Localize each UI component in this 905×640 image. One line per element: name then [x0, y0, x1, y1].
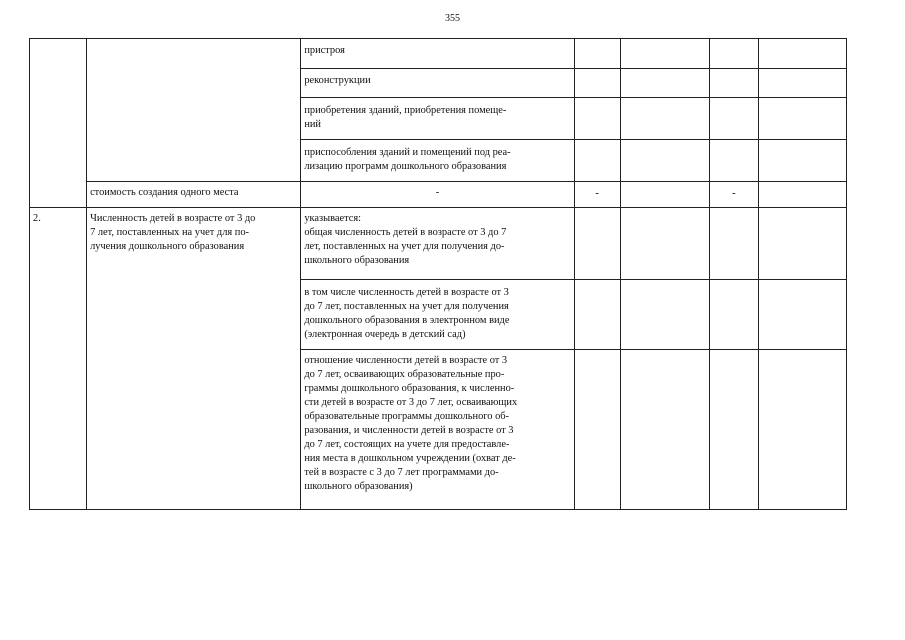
text-line: лет, поставленных на учет для получения до- — [304, 241, 505, 252]
text-line: до 7 лет, осваивающих образовательные про- — [304, 369, 505, 380]
text-line: приспособления зданий и помещений под реа- — [304, 147, 511, 158]
text-line: общая численность детей в возрасте от 3 до 7 — [304, 227, 507, 238]
text-line: приобретения зданий, приобретения помеще- — [304, 105, 507, 116]
value-cell — [709, 182, 758, 208]
method-text — [304, 74, 570, 88]
value-cell — [574, 69, 620, 98]
method-text — [304, 104, 570, 132]
method-text — [304, 212, 570, 268]
page-number: 355 — [445, 13, 460, 24]
value-cell — [620, 39, 709, 69]
value-cell — [620, 98, 709, 140]
method-cell — [301, 182, 574, 208]
text-line: образовательные программы дошкольного об- — [304, 411, 510, 422]
value-cell — [574, 98, 620, 140]
value-cell — [709, 69, 758, 98]
method-cell — [301, 350, 574, 510]
text-line: ния места в дошкольном учреждении (охват де- — [304, 453, 516, 464]
value-cell — [620, 69, 709, 98]
method-text — [304, 146, 570, 174]
value-cell — [758, 39, 846, 69]
indicator-cell — [87, 208, 301, 510]
text-line: школьного образования) — [304, 481, 413, 492]
method-text — [304, 354, 570, 494]
value-cell — [574, 350, 620, 510]
text-line: школьного образования — [304, 255, 410, 266]
table-row — [30, 182, 847, 208]
method-cell — [301, 208, 574, 280]
table-row — [30, 39, 847, 69]
method-cell — [301, 69, 574, 98]
value-cell — [574, 208, 620, 280]
method-cell — [301, 98, 574, 140]
text-line: сти детей в возрасте от 3 до 7 лет, осваивающих — [304, 397, 518, 408]
value-cell — [709, 208, 758, 280]
table-row — [30, 208, 847, 280]
indicator-cell — [87, 39, 301, 182]
method-text — [304, 44, 570, 58]
value-cell — [709, 98, 758, 140]
value-cell — [574, 280, 620, 350]
text-line: указывается: — [304, 213, 362, 224]
value-cell — [709, 39, 758, 69]
text-line: разования, и численности детей в возрасте от 3 — [304, 425, 514, 436]
row-number: 2. — [33, 213, 41, 224]
value-cell — [758, 350, 846, 510]
text-line: до 7 лет, состоящих на учете для предоставле- — [304, 439, 510, 450]
row-number-cell — [30, 208, 87, 510]
value-cell — [620, 140, 709, 182]
value-cell — [758, 208, 846, 280]
value-cell — [574, 39, 620, 69]
value-cell — [620, 208, 709, 280]
indicator-text — [90, 212, 297, 254]
text-line: реконструкции — [304, 75, 371, 86]
text-line: Численность детей в возрасте от 3 до — [90, 213, 256, 224]
value-cell — [620, 280, 709, 350]
text-line: отношение численности детей в возрасте от 3 — [304, 355, 508, 366]
value-cell — [758, 98, 846, 140]
text-line: лучения дошкольного образования — [90, 241, 245, 252]
cost-value: - — [732, 188, 736, 199]
text-line: граммы дошкольного образования, к численно- — [304, 383, 515, 394]
value-cell — [709, 140, 758, 182]
value-cell — [758, 140, 846, 182]
row-number-cell — [30, 39, 87, 208]
value-cell — [758, 182, 846, 208]
method-cell — [301, 140, 574, 182]
value-cell — [709, 350, 758, 510]
method-cell — [301, 39, 574, 69]
value-cell — [620, 182, 709, 208]
method-cell — [301, 280, 574, 350]
text-line: ний — [304, 119, 321, 130]
indicator-table — [29, 38, 847, 510]
cost-label-cell — [87, 182, 301, 208]
text-line: в том числе численность детей в возрасте от 3 — [304, 287, 509, 298]
text-line: (электронная очередь в детский сад) — [304, 329, 466, 340]
value-cell — [758, 280, 846, 350]
text-line: 7 лет, поставленных на учет для по- — [90, 227, 249, 238]
cost-label: стоимость создания одного места — [90, 187, 239, 198]
value-cell — [574, 182, 620, 208]
text-line: лизацию программ дошкольного образования — [304, 161, 507, 172]
text-line: пристроя — [304, 45, 345, 56]
value-cell — [758, 69, 846, 98]
text-line: дошкольного образования в электронном виде — [304, 315, 510, 326]
method-text — [304, 286, 570, 342]
value-cell — [574, 140, 620, 182]
value-cell — [620, 350, 709, 510]
cost-value: - — [595, 188, 599, 199]
value-cell — [709, 280, 758, 350]
cost-method-value: - — [435, 187, 440, 198]
text-line: тей в возрасте с 3 до 7 лет программами до- — [304, 467, 499, 478]
text-line: до 7 лет, поставленных на учет для получения — [304, 301, 509, 312]
